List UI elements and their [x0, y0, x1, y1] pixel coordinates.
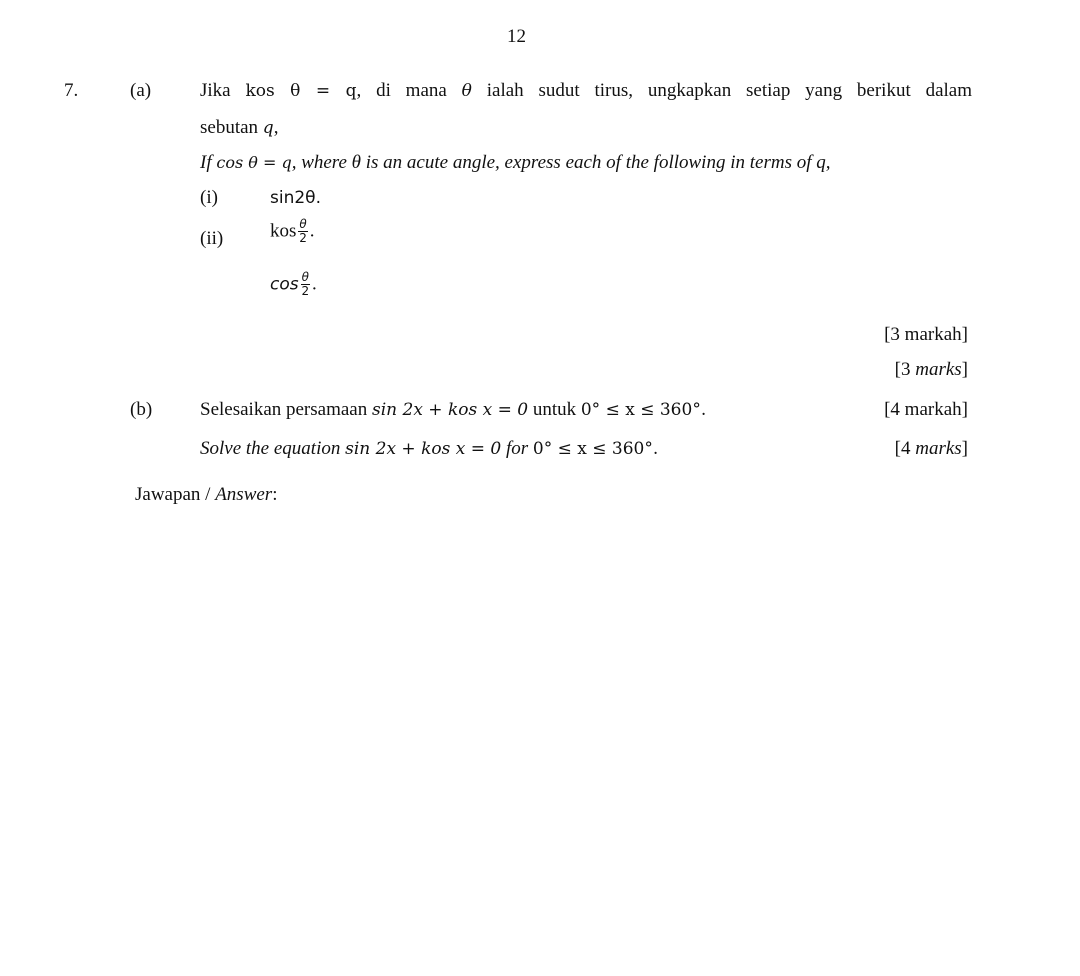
math-q: q	[262, 118, 274, 138]
part-b-marks-malay: [4 markah]	[884, 399, 968, 420]
part-b-malay	[200, 399, 706, 421]
item-i-expr: sin2θ.	[270, 188, 321, 208]
text: Selesaikan persamaan	[200, 399, 372, 420]
text: untuk	[528, 399, 581, 420]
text: Solve the equation	[200, 438, 346, 459]
question-number: 7.	[64, 80, 79, 101]
denominator: 2	[299, 231, 307, 245]
page-number: 12	[507, 26, 526, 47]
text: , where θ is an acute angle, express each of the following in terms of q,	[291, 152, 831, 173]
part-a-label: (a)	[130, 80, 152, 101]
math-range: 0° ≤ x ≤ 360°.	[532, 439, 659, 459]
numerator: θ	[301, 270, 309, 284]
part-a-malay-line2	[200, 117, 278, 139]
math-expr: sin 2x + kos x = 0	[371, 400, 529, 420]
part-b-marks-english	[895, 438, 968, 460]
part-b-english	[200, 438, 658, 460]
func: kos	[270, 220, 297, 242]
part-b-label: (b)	[130, 399, 153, 420]
math-expr: kos θ = q	[245, 81, 357, 101]
text: :	[272, 484, 278, 505]
text: , di mana	[356, 80, 462, 101]
text: [3	[894, 359, 916, 380]
fraction	[298, 218, 307, 245]
func: cos	[270, 274, 299, 295]
text: ,	[273, 117, 279, 138]
part-a-malay-line1	[200, 80, 972, 102]
item-ii-label: (ii)	[200, 228, 224, 249]
text: .	[309, 220, 315, 242]
part-a-english	[200, 152, 831, 174]
fraction	[301, 271, 310, 298]
math-expr: cos θ = q	[216, 153, 292, 172]
text: ialah sudut tirus, ungkapkan setiap yang berikut dalam	[471, 80, 972, 101]
text: .	[311, 273, 317, 295]
math-theta: θ	[461, 81, 472, 101]
denominator: 2	[301, 284, 310, 298]
part-a-marks-malay: [3 markah]	[884, 324, 968, 345]
math-range: 0° ≤ x ≤ 360°.	[580, 400, 707, 420]
text: marks	[915, 438, 962, 459]
numerator: θ	[299, 217, 307, 231]
text: Answer	[215, 484, 273, 505]
part-a-marks-english	[895, 359, 968, 381]
text: ]	[961, 438, 968, 459]
text: marks	[915, 359, 962, 380]
text: Jawapan /	[135, 484, 216, 505]
item-i-label: (i)	[200, 187, 218, 208]
text: sebutan	[200, 117, 263, 138]
text: [4	[894, 438, 916, 459]
text: ]	[961, 359, 968, 380]
item-ii-malay-expr	[270, 218, 315, 245]
text: Jika	[200, 80, 246, 101]
answer-label	[135, 484, 277, 506]
item-ii-english-expr	[270, 271, 317, 298]
math-expr: sin 2x + kos x = 0	[345, 439, 502, 459]
text: for	[501, 438, 533, 459]
text: If	[200, 152, 217, 173]
